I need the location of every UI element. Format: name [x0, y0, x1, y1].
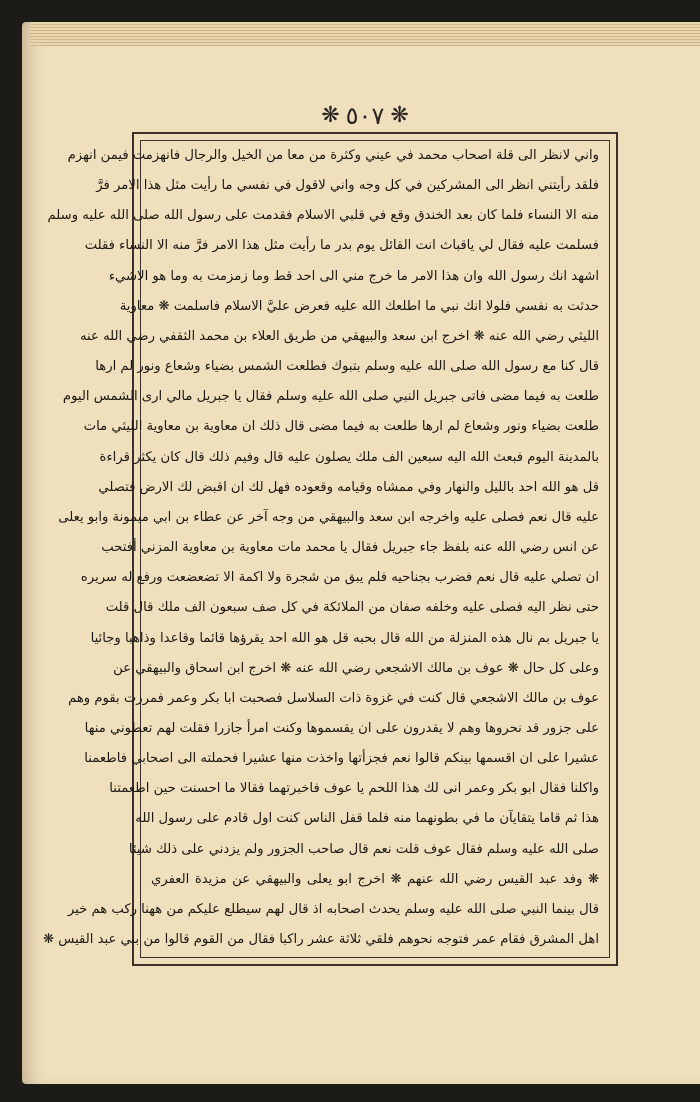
text-line: حدثت به نفسي فلولا انك نبي ما اطلعك الله عليه فعرض عليَّ الاسلام فاسلمت ❋ معاوية — [119, 298, 599, 314]
text-line: وعلى كل حال ❋ عوف بن مالك الاشجعي رضي الله عنه ❋ اخرج ابن اسحاق والبيهقي عن — [113, 660, 599, 676]
ornament-left-icon: ❋ — [321, 103, 340, 128]
text-line: بالمدينة اليوم فبعث الله اليه سبعين الف ملك يصلون عليه قال وفيم ذلك قال كان يكثر قراءة — [99, 449, 599, 465]
text-line: طلعت به فيما مضى فاتى جبريل النبي صلى الله عليه وسلم فقال يا جبريل مالي ارى الشمس اليوم — [62, 389, 599, 405]
page-number: ٥٠٧ — [345, 102, 385, 130]
text-line: اشهد انك رسول الله وان هذا الامر ما خرج مني الى احد قط وما زمزمت به وما هو الاشيء — [108, 268, 599, 284]
text-line: فسلمت عليه فقال لي ياقباث انت القائل يوم بدر ما رأيت مثل هذا الامر فرَّ منه الا النساء فقلت — [84, 238, 599, 254]
text-line: الليثي رضي الله عنه ❋ اخرج ابن سعد والبيهقي من طريق العلاء بن محمد الثقفي رضي الله عنه — [79, 328, 599, 344]
text-line: اهل المشرق فقام عمر فتوجه نحوهم فلقي ثلاثة عشر راكبا فقال من القوم قالوا من بني عبد القيس ❋ — [43, 932, 599, 948]
page-header — [300, 98, 430, 134]
text-line: قل هو الله احد بالليل والنهار وفي ممشاه وقيامه وقعوده فهل لك ان اقبض لك الارض فتصلي — [98, 479, 599, 495]
text-line: منه الا النساء فلما كان بعد الخندق وقع في قلبي الاسلام فقدمت على رسول الله صلى الله عليه وسلم — [47, 208, 599, 224]
text-line: عليه قال نعم فصلى عليه واخرجه ابن سعد والبيهقي من وجه آخر عن عطاء بن ابي ميمونة وابو يعلى — [58, 509, 599, 525]
text-line: عن انس رضي الله عنه بلفظ جاء جبريل فقال يا محمد مات معاوية بن معاوية المزني أفتحب — [101, 540, 599, 556]
page-edges — [30, 22, 700, 46]
text-frame — [43, 132, 618, 966]
text-line: قال بينما النبي صلى الله عليه وسلم يحدث اصحابه اذ قال لهم سيطلع عليكم من ههنا ركب هم خير — [67, 901, 599, 917]
ornament-right-icon: ❋ — [390, 103, 409, 128]
text-line: هذا ثم قاما يتقايآن ما في بطونهما منه فلما قفل الناس كنت اول قادم على رسول الله — [135, 811, 599, 827]
text-line: صلى الله عليه وسلم فقال عوف قلت نعم قال صاحب الجزور ولم يزدني على ذلك شيئا — [128, 841, 599, 857]
text-line: حتى نظر اليه فصلى عليه وخلفه صفان من الملائكة في كل صف سبعون الف ملك قال قلت — [105, 600, 599, 616]
text-line: على جزور قد نحروها وهم لا يقدرون على ان يقسموها وكنت امرأ جازرا فقلت لهم تعطوني منها — [84, 720, 599, 736]
text-line: عشيرا على ان اقسمها بينكم قالوا نعم فجزأتها واخذت منها عشيرا فحملته الى اصحابي فاطعمنا — [84, 751, 599, 767]
text-block — [43, 147, 599, 949]
text-line: طلعت بضياء ونور وشعاع لم ارها طلعت به فيما مضى قال ذلك ان معاوية بن معاوية الليثي مات — [83, 419, 599, 435]
text-frame-inner — [43, 140, 610, 958]
text-line: واكلنا فقال ابو بكر وعمر انى لك هذا اللحم يا عوف فاخبرتهما فقالا ما احسنت حين اطعمتنا — [109, 781, 599, 797]
text-line: فلقد رأيتني انظر الى المشركين في كل وجه واني لاقول في نفسي ما رأيت مثل هذا الامر فرَّ — [96, 178, 599, 194]
text-line: قال كنا مع رسول الله صلى الله عليه وسلم بتبوك فطلعت الشمس بضياء وشعاع ونور لم ارها — [95, 359, 599, 375]
text-line: ❋ وفد عبد القيس رضي الله عنهم ❋ اخرج ابو يعلى والبيهقي عن مزيدة العفري — [151, 871, 599, 887]
text-line: عوف بن مالك الاشجعي قال كنت في غزوة ذات السلاسل فصحبت ابا بكر وعمر فمررت بقوم وهم — [68, 690, 599, 706]
text-line: واني لانظر الى قلة اصحاب محمد في عيني وكثرة من معا من الخيل والرجال فانهزمت فيمن انهزم — [67, 148, 599, 163]
text-line: يا جبريل بم نال هذه المنزلة من الله قال بحبه قل هو الله احد يقرؤها قائما وقاعدا وذاهبا وجائيا — [90, 630, 599, 646]
text-line: ان تصلي عليه قال نعم فضرب بجناحيه فلم يبق من شجرة ولا اكمة الا تضعضعت ورفع له سريره — [80, 570, 599, 586]
